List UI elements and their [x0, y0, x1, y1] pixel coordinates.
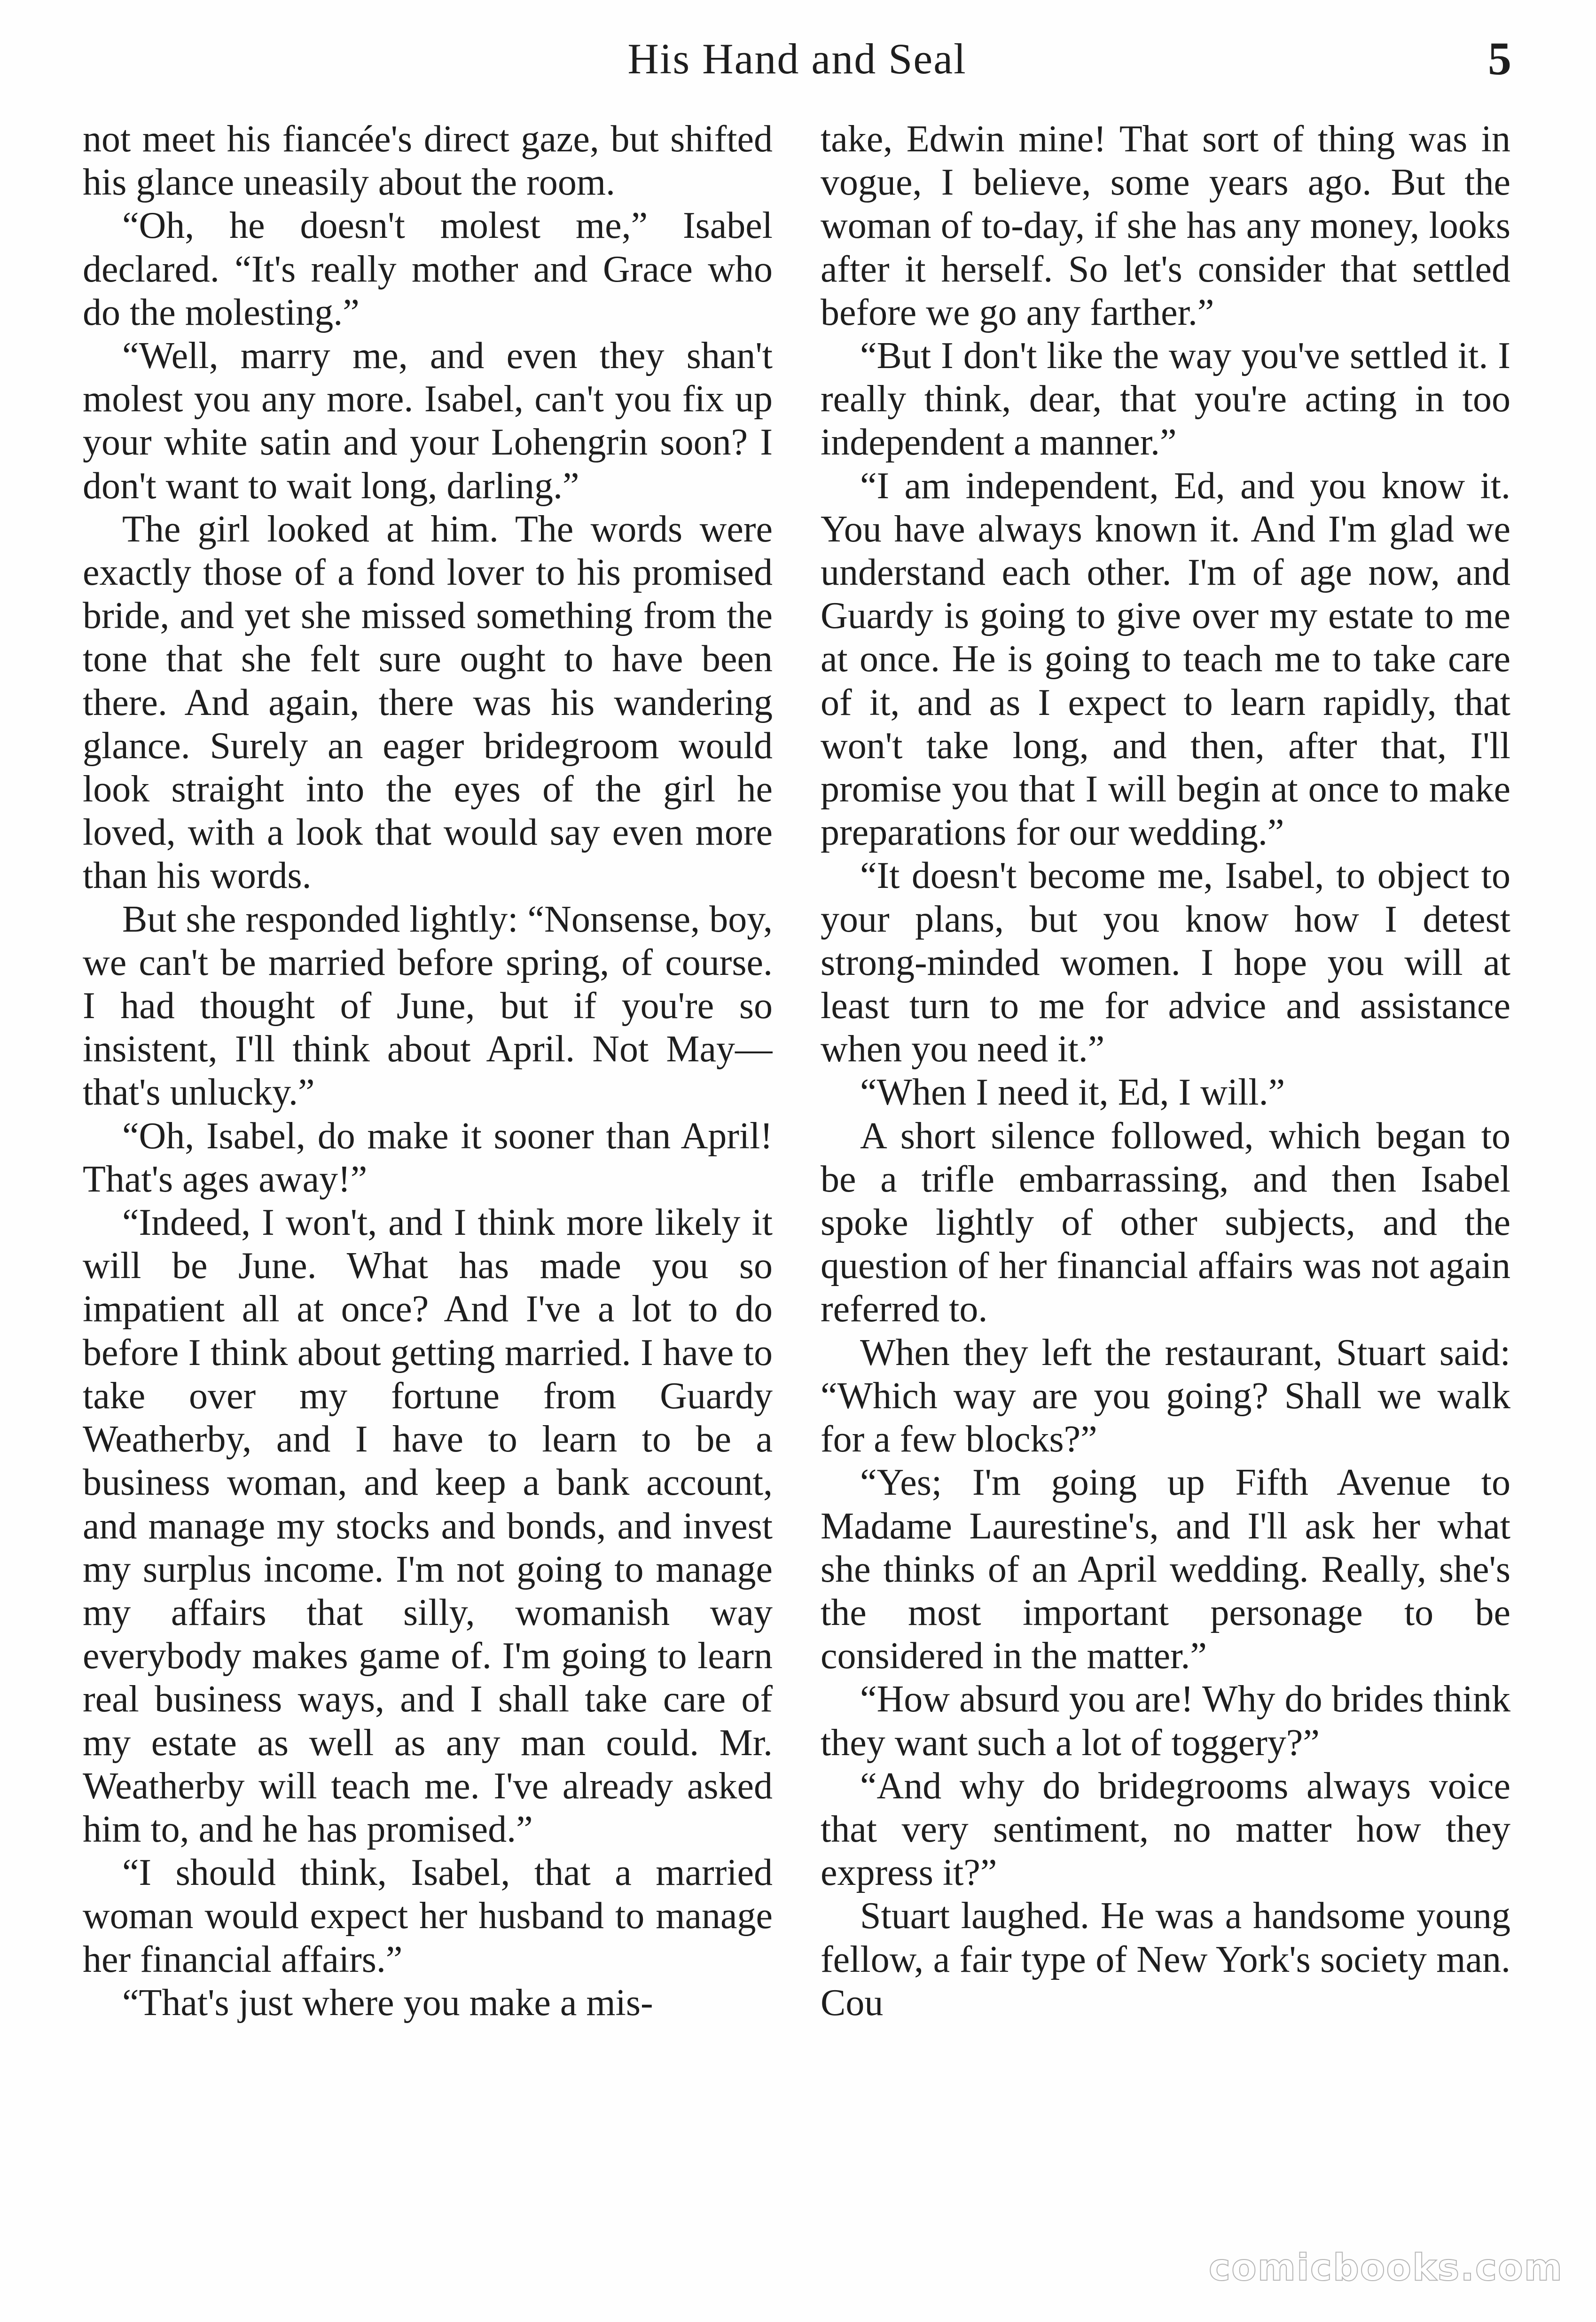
paragraph: “But I don't like the way you've settled it. I really think, dear, that you're acting in too independent a manner.”: [821, 335, 1510, 463]
running-title: His Hand and Seal: [627, 35, 967, 83]
page-number: 5: [1488, 32, 1511, 85]
paragraph: “Indeed, I won't, and I think more likely it will be June. What has made you so impatient all at once? And I've a lot to do before I think about getting married. I have to take over my fortune from Guardy Weatherby, and I have to learn to be a business woman, and keep a bank account, and manage my stocks and bonds, and invest my surplus income. I'm not going to manage my affairs that silly, womanish way everybody makes game of. I'm going to learn real business ways, and I shall take care of my estate as well as any man could. Mr. Weatherby will teach me. I've already asked him to, and he has promised.”: [83, 1202, 773, 1850]
paragraph: When they left the restaurant, Stuart said: “Which way are you going? Shall we walk for a few blocks?”: [821, 1332, 1510, 1460]
left-text-column: [83, 118, 773, 2289]
paragraph: “That's just where you make a mis-: [122, 1982, 653, 2024]
paragraph: take, Edwin mine! That sort of thing was in vogue, I believe, some years ago. But the woman of to-day, if she has any money, looks after it herself. So let's consider that settled before we go any farther.”: [821, 118, 1510, 333]
paragraph: But she responded lightly: “Nonsense, boy, we can't be married before spring, of course. I had thought of June, but if you're so insistent, I'll think about April. Not May—that's unlucky.”: [83, 898, 773, 1114]
paragraph: “How absurd you are! Why do brides think they want such a lot of toggery?”: [821, 1679, 1510, 1764]
paragraph: “Well, marry me, and even they shan't molest you any more. Isabel, can't you fix up your white satin and your Lohengrin soon? I don't want to wait long, darling.”: [83, 335, 773, 507]
right-text-column: [821, 118, 1510, 2289]
paragraph: “And why do bridegrooms always voice that very sentiment, no matter how they express it?”: [821, 1765, 1510, 1894]
paragraph: “I should think, Isabel, that a married woman would expect her husband to manage her financial affairs.”: [83, 1852, 773, 1980]
paragraph: “Oh, Isabel, do make it sooner than April! That's ages away!”: [83, 1115, 773, 1200]
paragraph: A short silence followed, which began to be a trifle embarrassing, and then Isabel spoke lightly of other subjects, and the question of her financial affairs was not again referred to.: [821, 1115, 1510, 1330]
paragraph: “Yes; I'm going up Fifth Avenue to Madame Laurestine's, and I'll ask her what she thinks of an April wedding. Really, she's the most important personage to be considered in the matter.”: [821, 1462, 1510, 1677]
watermark: comicbooks.com: [1208, 2247, 1563, 2289]
paragraph: “I am independent, Ed, and you know it. You have always known it. And I'm glad we understand each other. I'm of age now, and Guardy is going to give over my estate to me at once. He is going to teach me to take care of it, and as I expect to learn rapidly, that won't take long, and then, after that, I'll promise you that I will begin at once to make preparations for our wedding.”: [821, 465, 1510, 854]
paragraph: “Oh, he doesn't molest me,” Isabel declared. “It's really mother and Grace who do the molesting.”: [83, 205, 773, 333]
paragraph: Stuart laughed. He was a handsome young fellow, a fair type of New York's society man. Cou: [821, 1895, 1510, 2024]
paragraph: The girl looked at him. The words were exactly those of a fond lover to his promised bride, and yet she missed something from the tone that she felt sure ought to have been there. And again, there was his wandering glance. Surely an eager bridegroom would look straight into the eyes of the girl he loved, with a look that would say even more than his words.: [83, 508, 773, 897]
paragraph: “It doesn't become me, Isabel, to object to your plans, but you know how I detest strong-minded women. I hope you will at least turn to me for advice and assistance when you need it.”: [821, 855, 1510, 1070]
paragraph: “When I need it, Ed, I will.”: [860, 1072, 1285, 1114]
paragraph: not meet his fiancée's direct gaze, but shifted his glance uneasily about the room.: [83, 118, 773, 204]
running-header: [83, 28, 1511, 94]
